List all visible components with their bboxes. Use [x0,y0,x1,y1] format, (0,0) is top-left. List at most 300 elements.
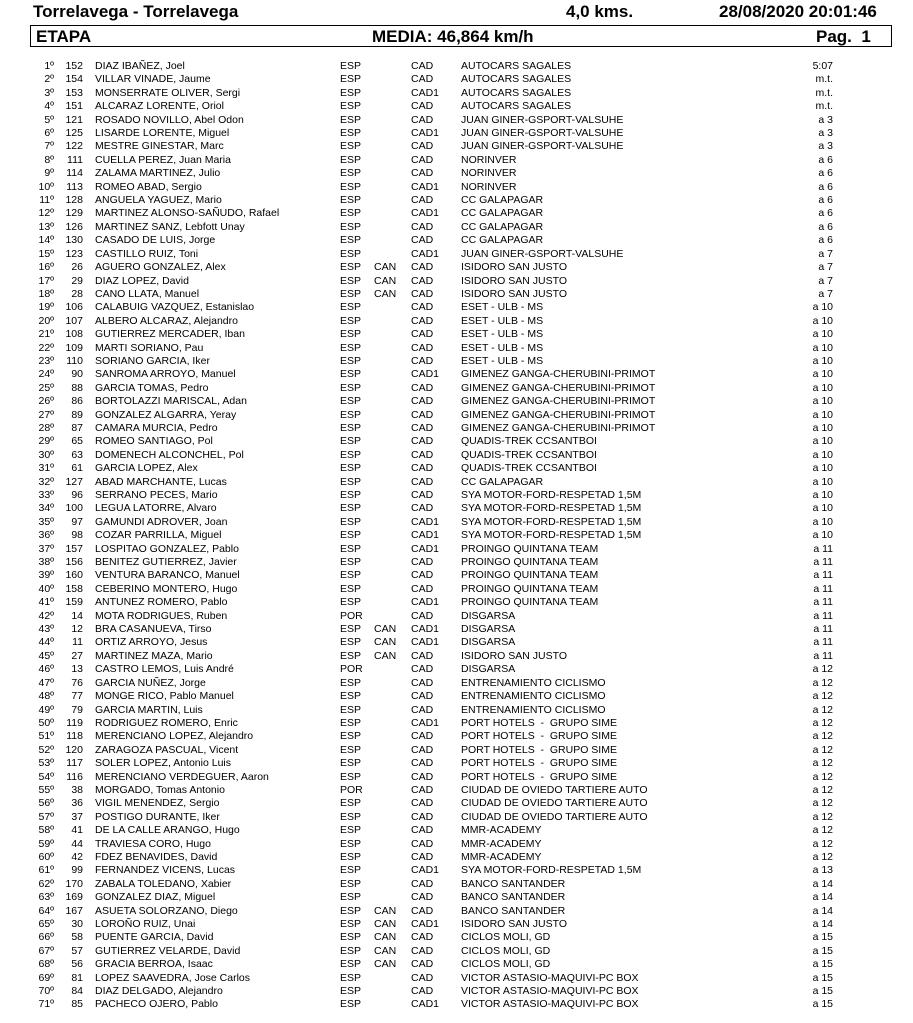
rider-name: MARTINEZ SANZ, Lebfott Unay [95,220,245,233]
team: ENTRENAMIENTO CICLISMO [461,703,606,716]
position: 62º [38,877,54,890]
rider-name: AGUERO GONZALEZ, Alex [95,261,226,274]
bib-number: 122 [65,140,83,153]
team: PORT HOTELS - GRUPO SIME [461,730,617,743]
category: CAD1 [411,716,440,729]
category: CAD [411,328,434,341]
position: 39º [38,569,54,582]
team: SYA MOTOR-FORD-RESPETAD 1,5M [461,529,642,542]
bib-number: 107 [65,314,83,327]
time-gap: a 10 [812,395,833,408]
bib-number: 56 [71,958,83,971]
table-row [0,87,913,100]
team: GIMENEZ GANGA-CHERUBINI-PRIMOT [461,395,656,408]
rider-name: MESTRE GINESTAR, Marc [95,140,224,153]
nationality: ESP [340,127,362,140]
category: CAD [411,502,434,515]
team: ISIDORO SAN JUSTO [461,261,567,274]
time-gap: a 12 [812,757,833,770]
category: CAD [411,904,434,917]
position: 59º [38,837,54,850]
report-datetime: 28/08/2020 20:01:46 [719,2,877,21]
nationality: ESP [340,918,362,930]
table-row [0,301,913,314]
rider-name: CANO LLATA, Manuel [95,287,200,300]
time-gap: a 6 [818,234,833,247]
time-gap: a 10 [812,475,833,488]
category: CAD [411,810,434,823]
nationality: ESP [340,904,362,917]
time-gap: a 12 [812,850,833,863]
nationality: ESP [340,73,362,86]
position: 1º [44,60,54,72]
table-row [0,435,913,448]
category: CAD1 [411,368,440,381]
rider-name: ROMEO SANTIAGO, Pol [95,435,213,448]
nationality: ESP [340,274,362,287]
time-gap: a 10 [812,515,833,528]
bib-number: 11 [72,636,83,649]
position: 26º [38,395,54,408]
position: 64º [38,904,54,917]
bib-number: 28 [71,287,83,300]
category: CAD [411,274,434,287]
stage-label: ETAPA [36,27,92,46]
position: 60º [38,850,54,863]
region: CAN [374,904,397,917]
time-gap: a 10 [812,489,833,501]
bib-number: 26 [71,261,83,274]
time-gap: a 7 [818,287,833,300]
category: CAD [411,489,434,501]
rider-name: CASTRO LEMOS, Luis André [95,663,234,676]
table-row [0,677,913,690]
bib-number: 157 [65,542,83,555]
nationality: ESP [340,220,362,233]
table-row [0,221,913,234]
category: CAD [411,770,434,783]
position: 52º [38,743,54,756]
table-row [0,717,913,730]
team: VICTOR ASTASIO-MAQUIVI-PC BOX [461,998,639,1011]
nationality: ESP [340,623,362,636]
team: PROINGO QUINTANA TEAM [461,542,599,555]
nationality: ESP [340,354,362,367]
table-row [0,114,913,127]
position: 30º [38,448,54,461]
race-distance: 4,0 kms. [566,2,634,21]
table-row [0,275,913,288]
team: SYA MOTOR-FORD-RESPETAD 1,5M [461,864,642,877]
rider-name: SORIANO GARCIA, Iker [95,354,210,367]
time-gap: a 6 [818,194,833,207]
table-row [0,288,913,301]
position: 49º [38,703,54,716]
bib-number: 154 [65,73,83,86]
team: CICLOS MOLI, GD [461,944,551,957]
category: CAD [411,877,434,890]
bib-number: 113 [66,180,83,193]
team: ESET - ULB - MS [461,341,544,354]
time-gap: a 10 [812,502,833,515]
team: VICTOR ASTASIO-MAQUIVI-PC BOX [461,985,639,998]
rider-name: ANGUELA YAGUEZ, Mario [95,194,222,207]
region: CAN [374,274,397,287]
position: 43º [38,623,54,636]
time-gap: a 6 [818,167,833,180]
rider-name: ROSADO NOVILLO, Abel Odon [95,113,244,126]
time-gap: a 12 [812,783,833,796]
team: GIMENEZ GANGA-CHERUBINI-PRIMOT [461,368,656,381]
rider-name: CUELLA PEREZ, Juan Maria [95,153,231,166]
table-row [0,328,913,341]
table-row [0,368,913,381]
bib-number: 114 [66,167,83,180]
team: NORINVER [461,180,517,193]
position: 23º [38,354,54,367]
bib-number: 106 [65,301,83,314]
bib-number: 81 [71,971,83,984]
rider-name: ASUETA SOLORZANO, Diego [95,904,238,917]
table-row [0,623,913,636]
category: CAD1 [411,864,440,877]
page-number: Pag. 1 [816,27,871,46]
time-gap: a 12 [812,743,833,756]
category: CAD [411,944,434,957]
position: 50º [38,716,54,729]
rider-name: COZAR PARRILLA, Miguel [95,529,222,542]
rider-name: MARTI SORIANO, Pau [95,341,204,354]
rider-name: CALABUIG VAZQUEZ, Estanislao [95,301,255,314]
position: 11º [39,194,54,207]
nationality: ESP [340,395,362,408]
rider-name: FDEZ BENAVIDES, David [95,850,218,863]
table-row [0,891,913,904]
category: CAD [411,395,434,408]
nationality: ESP [340,891,362,904]
bib-number: 65 [71,435,83,448]
rider-name: ALBERO ALCARAZ, Alejandro [95,314,238,327]
table-row [0,931,913,944]
position: 47º [38,676,54,689]
nationality: ESP [340,234,362,247]
rider-name: CASTILLO RUIZ, Toni [95,247,199,260]
position: 38º [38,556,54,569]
position: 14º [38,234,54,247]
category: CAD [411,649,434,662]
table-row [0,261,913,274]
team: PORT HOTELS - GRUPO SIME [461,757,617,770]
position: 57º [38,810,54,823]
table-row [0,543,913,556]
nationality: ESP [340,301,362,314]
time-gap: a 10 [812,328,833,341]
position: 17º [38,274,54,287]
bib-number: 119 [66,716,83,729]
nationality: ESP [340,850,362,863]
time-gap: a 13 [812,864,833,877]
nationality: ESP [340,716,362,729]
bib-number: 109 [65,341,83,354]
bib-number: 79 [71,703,83,716]
rider-name: DIAZ LOPEZ, David [95,274,189,287]
rider-name: GONZALEZ DIAZ, Miguel [95,891,216,904]
rider-name: MONGE RICO, Pablo Manuel [95,690,234,703]
time-gap: a 6 [818,180,833,193]
bib-number: 152 [65,60,83,72]
region: CAN [374,918,397,930]
time-gap: a 15 [812,944,833,957]
team: MMR-ACADEMY [461,837,542,850]
team: QUADIS-TREK CCSANTBOI [461,448,597,461]
bib-number: 36 [71,797,83,810]
team: BANCO SANTANDER [461,877,566,890]
position: 66º [38,931,54,944]
nationality: ESP [340,515,362,528]
rider-name: FERNANDEZ VICENS, Lucas [95,864,236,877]
bib-number: 123 [65,247,83,260]
table-row [0,972,913,985]
rider-name: RODRIGUEZ ROMERO, Enric [95,716,238,729]
table-row [0,342,913,355]
classification-table [0,60,913,1012]
region: CAN [374,636,397,649]
time-gap: a 11 [813,596,833,609]
time-gap: m.t. [815,100,833,113]
rider-name: GAMUNDI ADROVER, Joan [95,515,228,528]
rider-name: ZALAMA MARTINEZ, Julio [95,167,221,180]
time-gap: a 10 [812,448,833,461]
team: JUAN GINER-GSPORT-VALSUHE [461,127,624,140]
position: 19º [38,301,54,314]
category: CAD [411,381,434,394]
team: AUTOCARS SAGALES [461,86,572,99]
position: 46º [38,663,54,676]
nationality: ESP [340,381,362,394]
category: CAD1 [411,515,440,528]
position: 54º [38,770,54,783]
bib-number: 61 [71,462,83,475]
time-gap: a 12 [812,703,833,716]
rider-name: VILLAR VINADE, Jaume [95,73,211,86]
category: CAD [411,73,434,86]
position: 55º [38,783,54,796]
table-row [0,730,913,743]
position: 31º [38,462,54,475]
team: PROINGO QUINTANA TEAM [461,556,599,569]
rider-name: VIGIL MENENDEZ, Sergio [95,797,220,810]
bib-number: 84 [71,985,83,998]
table-row [0,476,913,489]
table-row [0,945,913,958]
nationality: ESP [340,824,362,837]
bib-number: 85 [71,998,83,1011]
time-gap: a 3 [818,113,833,126]
table-row [0,918,913,931]
table-row [0,207,913,220]
category: CAD [411,837,434,850]
nationality: ESP [340,408,362,421]
category: CAD [411,435,434,448]
position: 16º [38,261,54,274]
nationality: ESP [340,636,362,649]
category: CAD [411,730,434,743]
time-gap: 5:07 [812,60,833,72]
rider-name: ORTIZ ARROYO, Jesus [95,636,208,649]
nationality: ESP [340,757,362,770]
time-gap: a 11 [813,649,833,662]
bib-number: 14 [71,609,83,622]
table-row [0,663,913,676]
bib-number: 29 [71,274,83,287]
position: 9º [44,167,54,180]
rider-name: CASADO DE LUIS, Jorge [95,234,216,247]
bib-number: 126 [65,220,83,233]
position: 2º [44,73,54,86]
region: CAN [374,944,397,957]
rider-name: MARTINEZ MAZA, Mario [95,649,213,662]
position: 44º [38,636,54,649]
nationality: ESP [340,60,362,72]
rider-name: LISARDE LORENTE, Miguel [95,127,230,140]
time-gap: a 6 [818,207,833,220]
time-gap: a 6 [818,153,833,166]
position: 40º [38,582,54,595]
table-row [0,355,913,368]
rider-name: PACHECO OJERO, Pablo [95,998,218,1011]
time-gap: a 11 [813,623,833,636]
nationality: ESP [340,797,362,810]
bib-number: 96 [71,489,83,501]
team: DISGARSA [461,623,516,636]
position: 7º [44,140,54,153]
bib-number: 30 [71,918,83,930]
rider-name: GUTIERREZ VELARDE, David [95,944,241,957]
category: CAD [411,261,434,274]
bib-number: 158 [65,582,83,595]
rider-name: GARCIA MARTIN, Luis [95,703,203,716]
table-row [0,878,913,891]
team: PROINGO QUINTANA TEAM [461,582,599,595]
position: 58º [38,824,54,837]
position: 35º [38,515,54,528]
time-gap: a 11 [813,569,833,582]
table-row [0,985,913,998]
nationality: ESP [340,153,362,166]
position: 20º [38,314,54,327]
category: CAD [411,971,434,984]
table-row [0,610,913,623]
bib-number: 99 [71,864,83,877]
rider-name: DE LA CALLE ARANGO, Hugo [95,824,240,837]
rider-name: SANROMA ARROYO, Manuel [95,368,236,381]
position: 15º [38,247,54,260]
rider-name: DOMENECH ALCONCHEL, Pol [95,448,244,461]
nationality: ESP [340,944,362,957]
position: 32º [38,475,54,488]
table-row [0,382,913,395]
team: CC GALAPAGAR [461,220,544,233]
team: ESET - ULB - MS [461,354,544,367]
position: 4º [44,100,54,113]
region: CAN [374,261,397,274]
table-row [0,140,913,153]
team: CC GALAPAGAR [461,234,544,247]
region: CAN [374,958,397,971]
nationality: ESP [340,542,362,555]
rider-name: GARCIA NUÑEZ, Jorge [95,676,206,689]
category: CAD1 [411,529,440,542]
nationality: ESP [340,690,362,703]
rider-name: MERENCIANO LOPEZ, Alejandro [95,730,254,743]
team: CICLOS MOLI, GD [461,958,551,971]
category: CAD [411,609,434,622]
team: VICTOR ASTASIO-MAQUIVI-PC BOX [461,971,639,984]
team: JUAN GINER-GSPORT-VALSUHE [461,113,624,126]
table-row [0,73,913,86]
bib-number: 57 [71,944,83,957]
table-row [0,998,913,1011]
time-gap: m.t. [815,73,833,86]
rider-name: VENTURA BARANCO, Manuel [95,569,240,582]
table-row [0,636,913,649]
rider-name: ALCARAZ LORENTE, Oriol [95,100,224,113]
bib-number: 13 [71,663,83,676]
nationality: ESP [340,810,362,823]
rider-name: GONZALEZ ALGARRA, Yeray [95,408,237,421]
rider-name: MONSERRATE OLIVER, Sergi [95,86,241,99]
category: CAD1 [411,207,440,220]
nationality: ESP [340,475,362,488]
table-row [0,851,913,864]
nationality: ESP [340,113,362,126]
time-gap: a 7 [818,261,833,274]
table-row [0,690,913,703]
bib-number: 129 [65,207,83,220]
bib-number: 88 [71,381,83,394]
team: PROINGO QUINTANA TEAM [461,569,599,582]
category: CAD [411,234,434,247]
time-gap: a 7 [818,247,833,260]
bib-number: 89 [71,408,83,421]
team: ISIDORO SAN JUSTO [461,274,567,287]
nationality: POR [340,663,363,676]
position: 56º [38,797,54,810]
team: ENTRENAMIENTO CICLISMO [461,690,606,703]
position: 10º [38,180,54,193]
team: CIUDAD DE OVIEDO TARTIERE AUTO [461,783,648,796]
category: CAD [411,100,434,113]
table-row [0,60,913,73]
team: CC GALAPAGAR [461,475,544,488]
category: CAD [411,475,434,488]
table-row [0,449,913,462]
nationality: POR [340,609,363,622]
rider-name: LOROÑO RUIZ, Unai [95,918,196,930]
category: CAD [411,153,434,166]
time-gap: a 15 [812,985,833,998]
table-row [0,811,913,824]
nationality: ESP [340,703,362,716]
team: BANCO SANTANDER [461,904,566,917]
time-gap: a 11 [813,609,833,622]
time-gap: a 12 [812,663,833,676]
table-row [0,489,913,502]
team: CIUDAD DE OVIEDO TARTIERE AUTO [461,810,648,823]
nationality: ESP [340,287,362,300]
position: 5º [44,113,54,126]
position: 45º [38,649,54,662]
